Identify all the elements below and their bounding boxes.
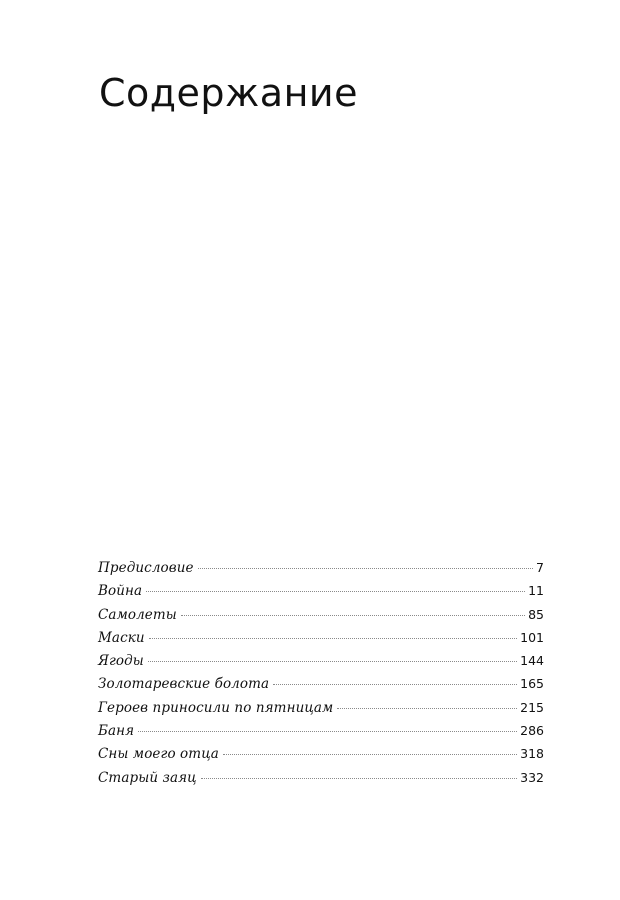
toc-entry-title: Предисловие bbox=[98, 560, 194, 576]
dot-leader bbox=[181, 615, 525, 616]
toc-entry[interactable] bbox=[98, 603, 544, 626]
toc-page-number: 165 bbox=[520, 676, 544, 692]
page-title: Содержание bbox=[99, 71, 358, 115]
table-of-contents bbox=[98, 556, 544, 789]
dot-leader bbox=[138, 731, 517, 732]
toc-entry[interactable] bbox=[98, 719, 544, 742]
toc-page-number: 85 bbox=[528, 606, 544, 622]
toc-page-number: 144 bbox=[520, 653, 544, 669]
dot-leader bbox=[201, 778, 517, 779]
toc-entry[interactable] bbox=[98, 766, 544, 789]
toc-entry-title: Сны моего отца bbox=[98, 746, 219, 763]
toc-page-number: 286 bbox=[520, 723, 544, 739]
toc-entry-title: Старый заяц bbox=[98, 769, 197, 786]
dot-leader bbox=[148, 661, 517, 662]
toc-entry-title: Героев приносили по пятницам bbox=[98, 699, 334, 716]
dot-leader bbox=[198, 568, 533, 569]
toc-entry[interactable] bbox=[98, 672, 544, 695]
toc-page-number: 101 bbox=[520, 629, 544, 645]
toc-entry[interactable] bbox=[98, 649, 544, 672]
dot-leader bbox=[146, 591, 525, 592]
toc-page-number: 11 bbox=[528, 583, 544, 599]
toc-page-number: 332 bbox=[520, 769, 544, 785]
toc-entry-title: Золотаревские болота bbox=[98, 676, 270, 693]
dot-leader bbox=[149, 638, 517, 639]
dot-leader bbox=[223, 754, 517, 755]
toc-entry[interactable] bbox=[98, 556, 544, 579]
dot-leader bbox=[337, 708, 517, 709]
toc-entry-title: Самолеты bbox=[98, 606, 177, 623]
toc-page-number: 215 bbox=[520, 699, 544, 715]
toc-entry-title: Ягоды bbox=[98, 653, 144, 670]
toc-page-number: 7 bbox=[536, 560, 544, 575]
toc-entry[interactable] bbox=[98, 626, 544, 649]
toc-entry[interactable] bbox=[98, 696, 544, 719]
toc-entry-title: Война bbox=[98, 583, 143, 600]
dot-leader bbox=[273, 684, 517, 685]
toc-entry-title: Маски bbox=[98, 629, 145, 646]
toc-entry-title: Баня bbox=[98, 723, 135, 740]
toc-entry[interactable] bbox=[98, 579, 544, 602]
toc-entry[interactable] bbox=[98, 742, 544, 765]
toc-page-number: 318 bbox=[520, 746, 544, 762]
